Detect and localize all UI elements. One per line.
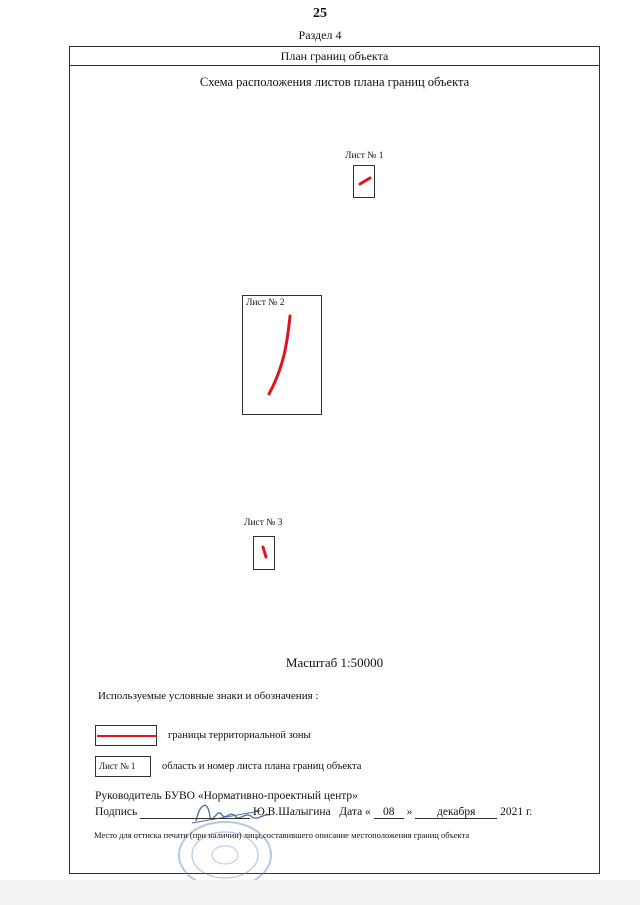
- sheet-1-box: [353, 165, 375, 198]
- page-bottom-band: [0, 880, 640, 905]
- organization-head-line: Руководитель БУВО «Нормативно-проектный центр»: [95, 790, 358, 802]
- page-number: 25: [313, 6, 327, 21]
- plan-frame: [69, 46, 600, 874]
- sign-label: Подпись: [95, 806, 138, 818]
- legend-sheet-swatch: [95, 756, 151, 777]
- sheet-3-label: Лист № 3: [244, 518, 283, 528]
- legend-boundary-text: границы территориальной зоны: [168, 730, 311, 741]
- sheet-2-box: [242, 295, 322, 415]
- date-day: 08: [374, 806, 404, 819]
- sheet-3-box: [253, 536, 275, 570]
- sheet-1-label: Лист № 1: [345, 151, 384, 161]
- frame-header: План границ объекта: [70, 47, 599, 66]
- scale-label: Масштаб 1:50000: [285, 655, 384, 670]
- date-year: 2021 г.: [500, 806, 533, 818]
- sign-field: [140, 806, 250, 819]
- date-label: Дата «: [339, 806, 371, 818]
- scheme-title: Схема расположения листов плана границ объекта: [199, 75, 470, 89]
- sheet-1-boundary: [354, 166, 376, 199]
- date-month: декабря: [415, 806, 497, 819]
- stamp-place-note: Место для оттиска печати (при наличии) лица,составившего описание местоположения границ объекта: [94, 830, 470, 840]
- sheet-2-boundary: [243, 296, 323, 416]
- signature-line: [95, 806, 532, 819]
- legend-sheet-sample: Лист № 1: [99, 761, 136, 771]
- sheet-3-boundary: [254, 537, 276, 571]
- date-day-close: »: [406, 806, 413, 818]
- legend-title: Используемые условные знаки и обозначения :: [98, 690, 319, 702]
- legend-boundary-swatch: [95, 725, 157, 746]
- sheet-2-label: Лист № 2: [246, 298, 285, 308]
- signer-name: Ю.В.Шалыгина: [252, 806, 331, 818]
- section-title: Раздел 4: [298, 28, 342, 42]
- legend-sheet-text: область и номер листа плана границ объекта: [162, 761, 362, 772]
